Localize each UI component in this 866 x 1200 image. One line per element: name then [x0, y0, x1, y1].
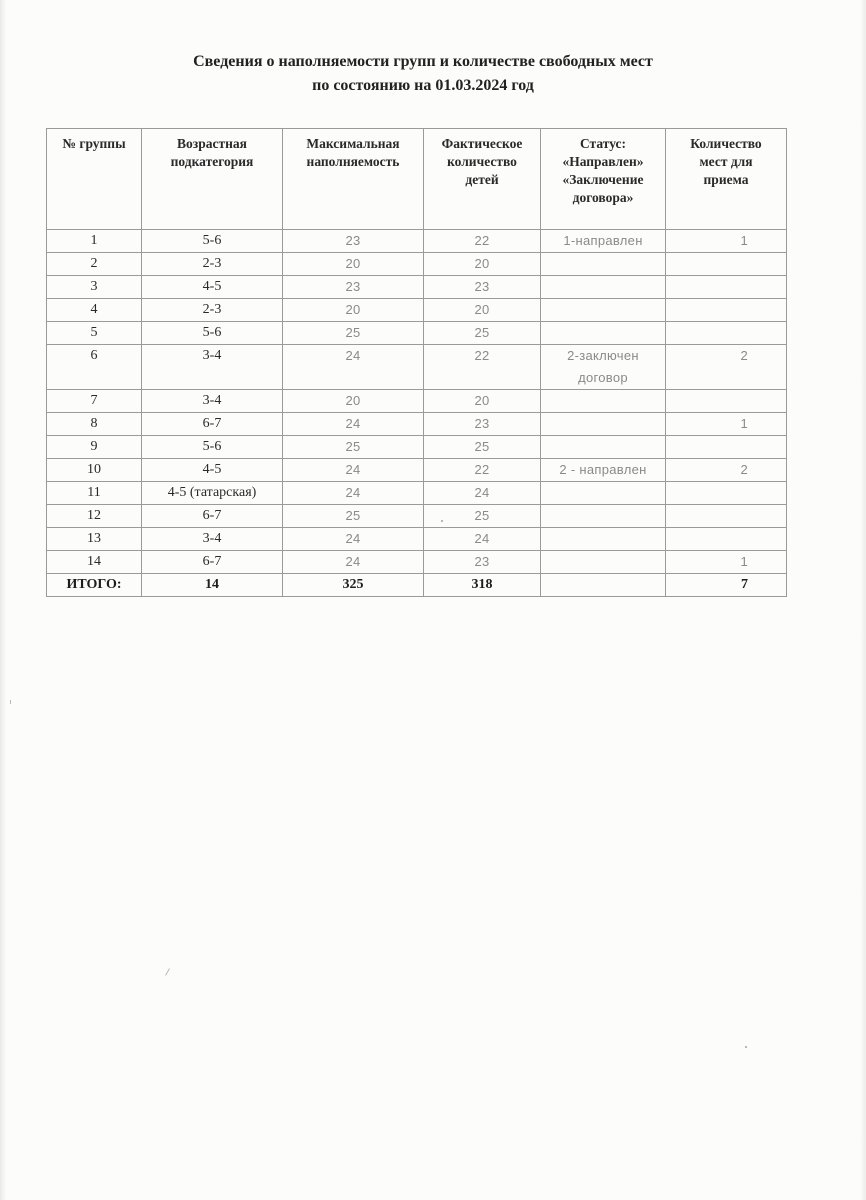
cell-status	[541, 482, 666, 505]
cell-age: 4-5	[142, 276, 283, 299]
cell-free	[666, 299, 787, 322]
header-max-capacity	[283, 129, 424, 230]
cell-status	[541, 253, 666, 276]
cell-age: 4-5	[142, 459, 283, 482]
scan-speck	[441, 520, 443, 522]
cell-group: 10	[47, 459, 142, 482]
cell-max: 20	[283, 253, 424, 276]
cell-age: 5-6	[142, 230, 283, 253]
cell-actual: 25	[424, 436, 541, 459]
table-row	[47, 345, 787, 390]
cell-actual: 20	[424, 299, 541, 322]
table-row	[47, 551, 787, 574]
cell-free	[666, 253, 787, 276]
table-row	[47, 459, 787, 482]
table-row	[47, 322, 787, 345]
cell-free	[666, 482, 787, 505]
cell-max: 24	[283, 413, 424, 436]
cell-free: 1	[666, 230, 787, 253]
cell-max: 24	[283, 459, 424, 482]
cell-group: 13	[47, 528, 142, 551]
cell-actual: 22	[424, 345, 541, 390]
cell-status	[541, 528, 666, 551]
cell-age: 3-4	[142, 528, 283, 551]
cell-status	[541, 505, 666, 528]
header-free-places	[666, 129, 787, 230]
cell-status	[541, 299, 666, 322]
header-label: Максимальная наполняемость	[306, 136, 400, 169]
cell-age: 5-6	[142, 436, 283, 459]
cell-status: 2 - направлен	[541, 459, 666, 482]
table-row	[47, 436, 787, 459]
cell-max: 23	[283, 276, 424, 299]
cell-free	[666, 322, 787, 345]
cell-group: 11	[47, 482, 142, 505]
cell-status: 2-заключен договор	[541, 345, 666, 390]
header-status	[541, 129, 666, 230]
cell-actual: 22	[424, 459, 541, 482]
scan-edge-left	[0, 0, 6, 1200]
cell-actual: 25	[424, 322, 541, 345]
header-label: Фактическое количество детей	[441, 136, 523, 187]
header-label: Количество мест для приема	[690, 136, 762, 187]
table-total-row	[47, 574, 787, 597]
cell-group: 3	[47, 276, 142, 299]
cell-age: 6-7	[142, 413, 283, 436]
cell-max: 24	[283, 528, 424, 551]
cell-free: 1	[666, 551, 787, 574]
table-row	[47, 505, 787, 528]
header-group-number	[47, 129, 142, 230]
scan-speck	[745, 1046, 747, 1048]
total-actual: 318	[424, 574, 541, 597]
scan-edge-right	[860, 0, 866, 1200]
cell-status	[541, 322, 666, 345]
cell-max: 24	[283, 345, 424, 390]
cell-age: 6-7	[142, 505, 283, 528]
cell-age: 5-6	[142, 322, 283, 345]
cell-actual: 24	[424, 528, 541, 551]
total-max: 325	[283, 574, 424, 597]
cell-actual: 23	[424, 413, 541, 436]
cell-status	[541, 276, 666, 299]
cell-status	[541, 551, 666, 574]
scan-speck	[10, 700, 11, 704]
cell-free	[666, 276, 787, 299]
cell-free: 2	[666, 345, 787, 390]
scan-speck	[165, 968, 170, 975]
cell-age: 4-5 (татарская)	[142, 482, 283, 505]
header-actual-count	[424, 129, 541, 230]
cell-group: 7	[47, 390, 142, 413]
cell-age: 2-3	[142, 299, 283, 322]
header-label: Возрастная подкатегория	[170, 136, 254, 169]
title-line-1: Сведения о наполняемости групп и количестве свободных мест	[193, 53, 653, 70]
cell-status	[541, 413, 666, 436]
table-row	[47, 299, 787, 322]
cell-free	[666, 505, 787, 528]
cell-actual: 20	[424, 253, 541, 276]
header-label: Статус: «Направлен» «Заключение договора»	[562, 136, 644, 205]
table-row	[47, 528, 787, 551]
table-body	[47, 230, 787, 597]
cell-free: 1	[666, 413, 787, 436]
table-row	[47, 230, 787, 253]
cell-group: 2	[47, 253, 142, 276]
table-row	[47, 253, 787, 276]
cell-free	[666, 436, 787, 459]
cell-group: 6	[47, 345, 142, 390]
cell-age: 3-4	[142, 345, 283, 390]
cell-group: 12	[47, 505, 142, 528]
cell-actual: 25	[424, 505, 541, 528]
cell-actual: 23	[424, 276, 541, 299]
cell-max: 25	[283, 436, 424, 459]
title-line-2: по состоянию на 01.03.2024 год	[312, 77, 534, 94]
cell-status	[541, 436, 666, 459]
cell-max: 23	[283, 230, 424, 253]
cell-max: 25	[283, 505, 424, 528]
document-title	[0, 50, 866, 98]
total-free: 7	[666, 574, 787, 597]
total-label: ИТОГО:	[47, 574, 142, 597]
table-row	[47, 276, 787, 299]
cell-actual: 22	[424, 230, 541, 253]
table-header-row	[47, 129, 787, 230]
cell-max: 20	[283, 390, 424, 413]
cell-actual: 20	[424, 390, 541, 413]
cell-status	[541, 390, 666, 413]
cell-max: 20	[283, 299, 424, 322]
table-row	[47, 482, 787, 505]
cell-max: 24	[283, 482, 424, 505]
cell-age: 2-3	[142, 253, 283, 276]
cell-max: 24	[283, 551, 424, 574]
cell-group: 9	[47, 436, 142, 459]
groups-table	[46, 128, 787, 597]
cell-group: 8	[47, 413, 142, 436]
cell-status: 1-направлен	[541, 230, 666, 253]
cell-free: 2	[666, 459, 787, 482]
header-label: № группы	[62, 136, 126, 151]
total-groups: 14	[142, 574, 283, 597]
cell-max: 25	[283, 322, 424, 345]
cell-age: 3-4	[142, 390, 283, 413]
cell-free	[666, 528, 787, 551]
table-row	[47, 390, 787, 413]
cell-group: 1	[47, 230, 142, 253]
cell-group: 5	[47, 322, 142, 345]
cell-free	[666, 390, 787, 413]
total-status	[541, 574, 666, 597]
cell-group: 4	[47, 299, 142, 322]
header-age-subcategory	[142, 129, 283, 230]
cell-group: 14	[47, 551, 142, 574]
table-row	[47, 413, 787, 436]
cell-actual: 23	[424, 551, 541, 574]
cell-age: 6-7	[142, 551, 283, 574]
cell-actual: 24	[424, 482, 541, 505]
